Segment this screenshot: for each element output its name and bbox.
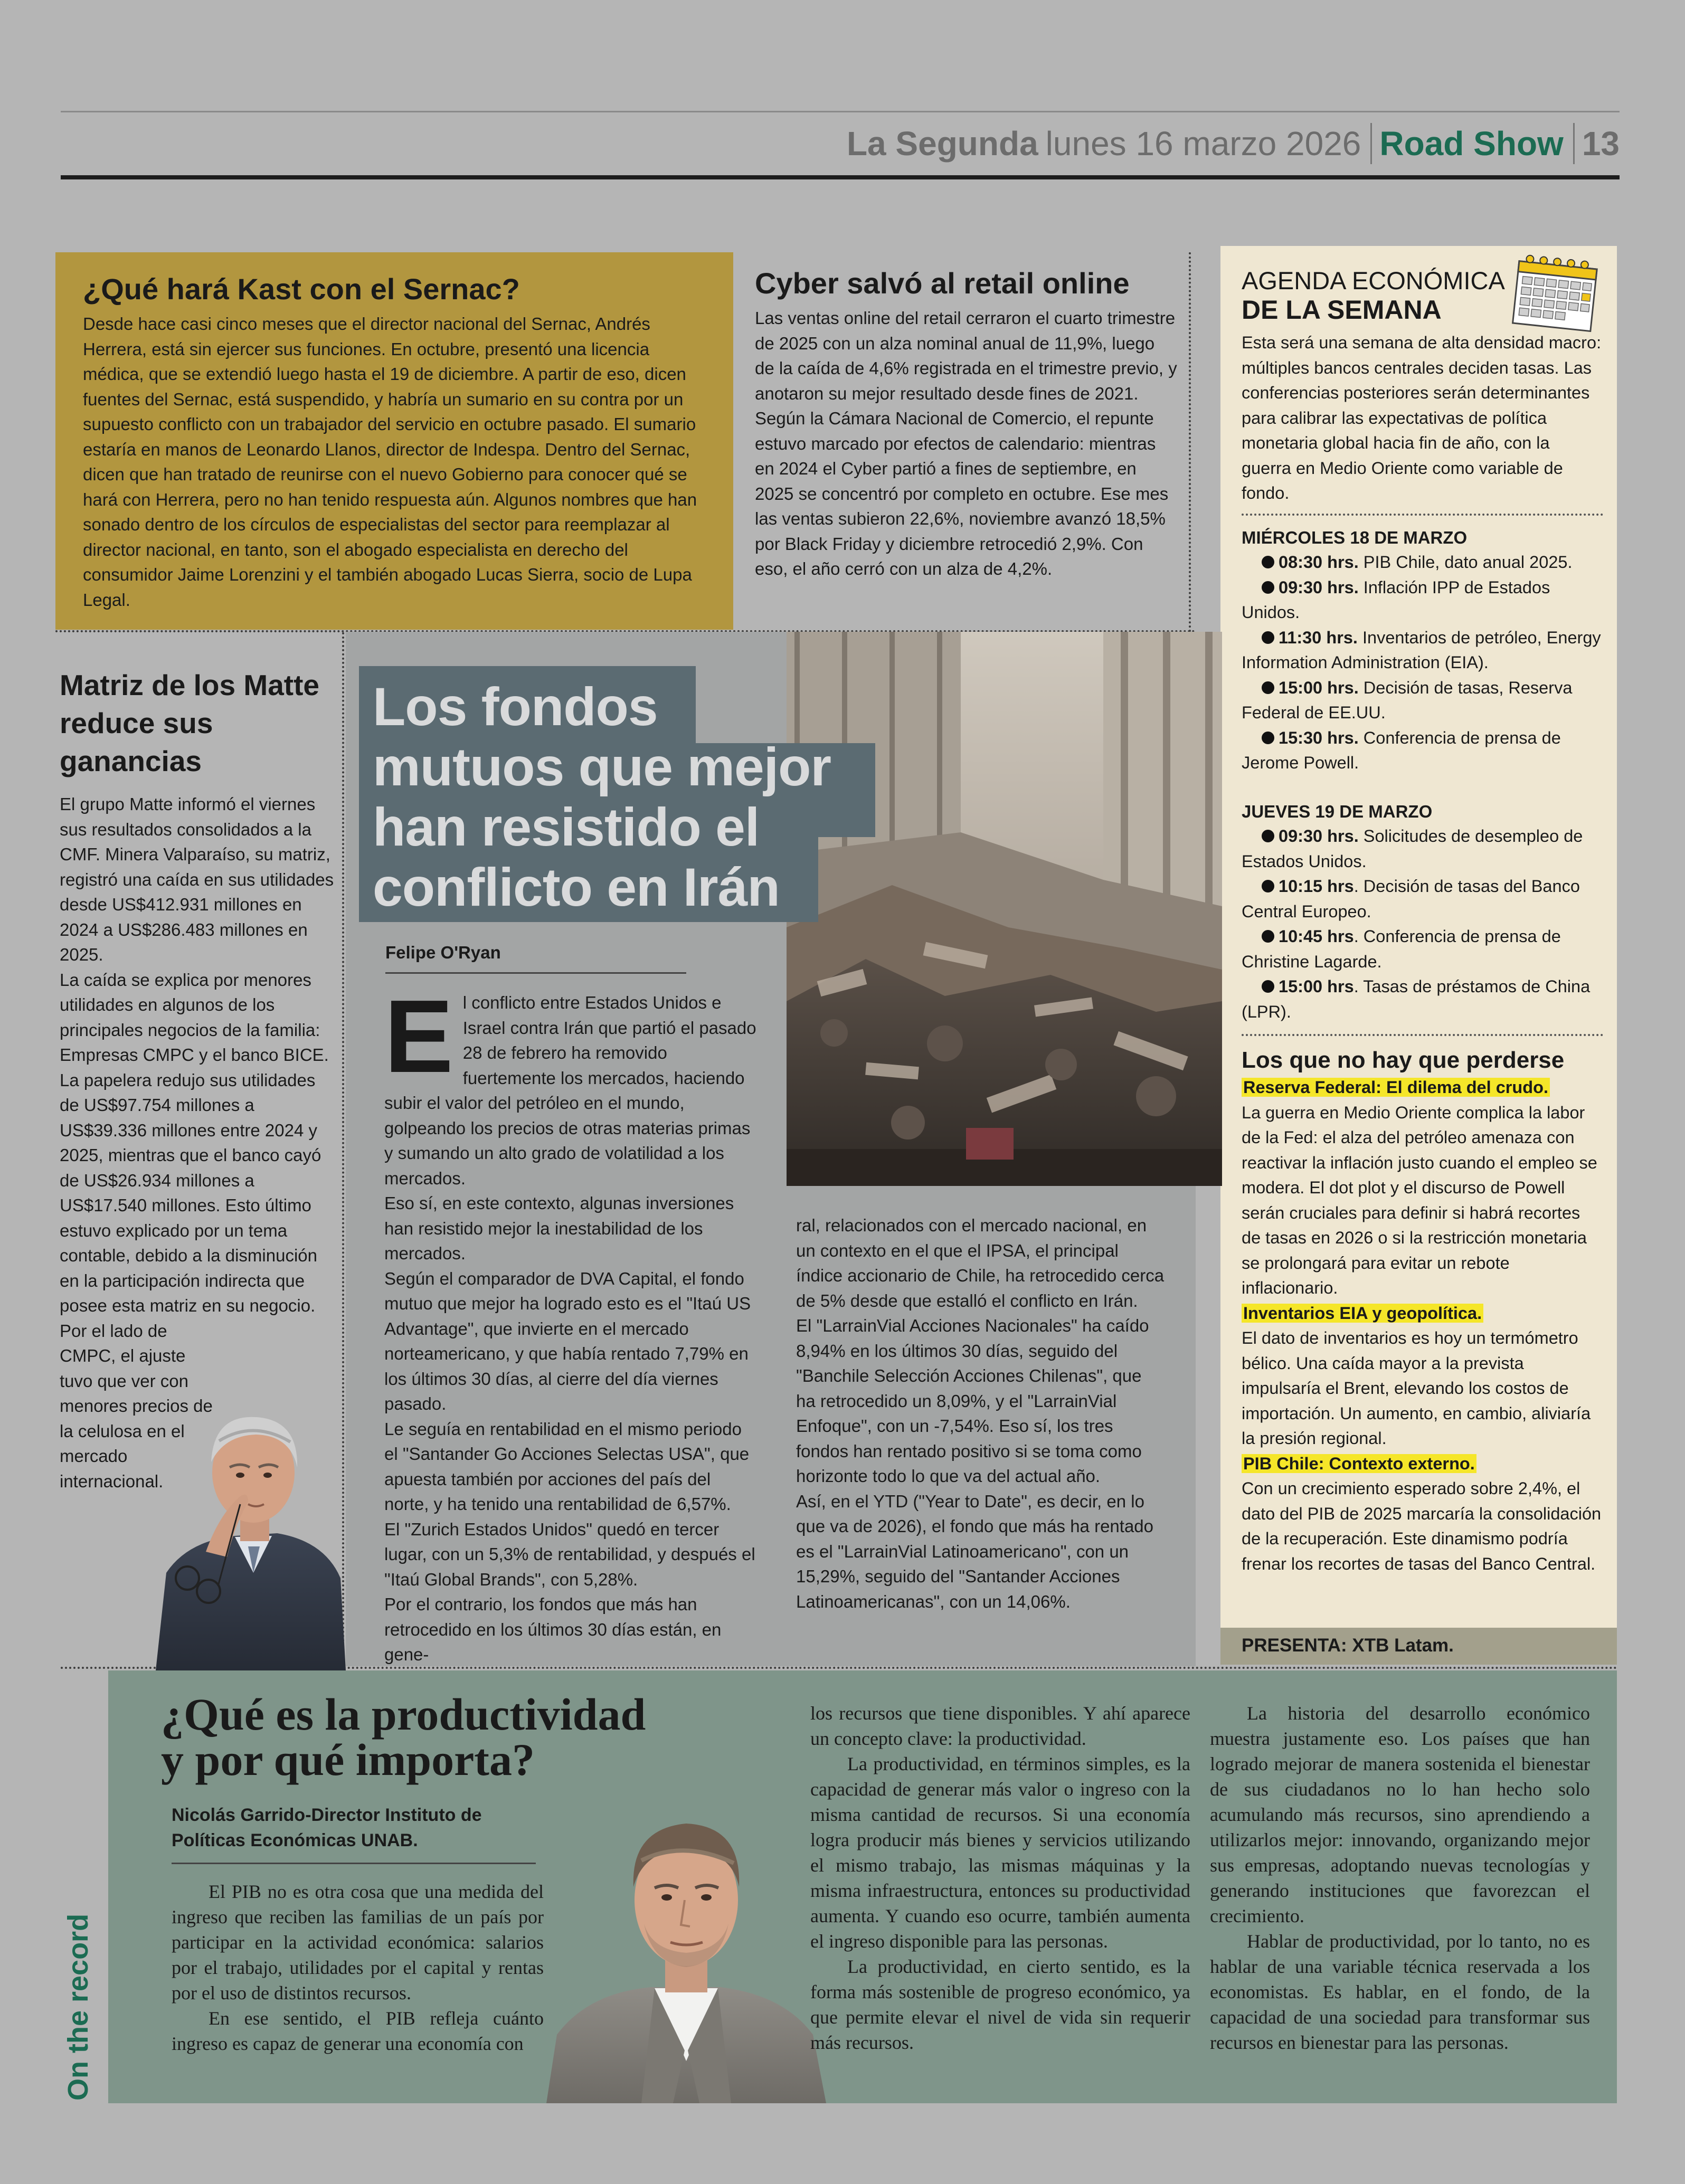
main-column-2 [796, 1213, 1166, 1614]
agenda-time: 10:45 hrs [1279, 927, 1354, 946]
agenda-text: Inventarios de petróleo, Energy Information Administration (EIA). [1242, 628, 1601, 672]
agenda-day-heading: JUEVES 19 DE MARZO [1242, 801, 1433, 821]
main-title-line: conflicto en Irán [373, 857, 780, 917]
bullet-icon [1262, 880, 1274, 892]
agenda-item [1242, 824, 1603, 874]
agenda-text: Decisión de tasas, Reserva Federal de EE.UU. [1242, 678, 1573, 722]
bullet-icon [1262, 830, 1274, 842]
main-paragraph: El "LarrainVial Acciones Nacionales" ha caído 8,94% en los últimos 30 días, seguido del "Banchile Selección Acciones Chilenas", que ha retrocedido un 8,09%, y el "LarrainVial Enfoque", con un -7,54%. Eso sí, los tres fondos han rentado positivo si se toma como horizonte todo lo que va del actual año. [796, 1316, 1149, 1486]
main-paragraph: Eso sí, en este contexto, algunas inversiones han resistido mejor la inestabilidad de los mercados. [384, 1193, 734, 1263]
main-column-1 [384, 979, 759, 1667]
opinion-paragraph: los recursos que tiene disponibles. Y ahí aparece un concepto clave: la productividad. [810, 1703, 1190, 1749]
matte-paragraph: Por el lado de CMPC, el ajuste tuvo que ver con menores precios de la celulosa en el mercado internacional. [60, 1321, 213, 1491]
main-paragraph: ral, relacionados con el mercado nacional, en un contexto en el que el IPSA, el principal índice accionario de Chile, ha retrocedido cerca de 5% desde que estalló el conflicto en Irán. [796, 1216, 1165, 1311]
matte-brief [60, 666, 334, 1494]
agenda-text: Inflación IPP de Estados Unidos. [1242, 577, 1550, 622]
main-title-line: han resistido el [373, 797, 760, 857]
masthead [847, 117, 1620, 170]
agenda-highlights-title: Los que no hay que perderse [1242, 1047, 1565, 1073]
main-paragraph: Así, en el YTD ("Year to Date", es decir, en lo que va de 2026), el fondo que más ha rentado es el "LarrainVial Latinoamericano", con un 15,29%, seguido del "Santander Acciones Latinoamericanas", con un 14,06%. [796, 1491, 1153, 1611]
matte-paragraph: La papelera redujo sus utilidades de US$97.754 millones a US$39.336 millones entre 2024 y 2025, mientras que el banco cayó de US$26.934 millones a US$17.540 millones. Esto último estuvo explicado por un tema contable, debido a la disminución en la participación indirecta que posee esta matriz en su negocio. [60, 1070, 321, 1315]
bullet-icon [1262, 930, 1274, 943]
paper-name: La Segunda [846, 125, 1038, 163]
rubble-photo [787, 632, 1222, 1186]
issue-date: lunes 16 marzo 2026 [1045, 125, 1361, 163]
highlight-eia-body: El dato de inventarios es hoy un termómetro bélico. Una caída mayor a la prevista impulsaría el Brent, elevando los costos de importación. Un aumento, en cambio, aliviaría la presión regional. [1242, 1328, 1591, 1448]
bullet-icon [1262, 581, 1274, 594]
main-paragraph: Según el comparador de DVA Capital, el fondo mutuo que mejor ha logrado esto es el "Itaú US Advantage", que invierte en el mercado norteamericano, y que había rentado 7,79% en los últimos 30 días, al cierre del día viernes pasado. [384, 1268, 751, 1413]
column-divider [1189, 252, 1191, 632]
cyber-brief [755, 267, 1177, 582]
agenda-item [1242, 726, 1603, 776]
agenda-item [1242, 924, 1603, 974]
cyber-body: Las ventas online del retail cerraron el cuarto trimestre de 2025 con un alza nominal anual de 11,9%, luego de la caída de 4,6% registrada en el trimestre previo, y anotaron su mejor resultado desde fines de 2021. Según la Cámara Nacional de Comercio, el repunte estuvo marcado por efectos de calendario: mientras en 2024 el Cyber partió a fines de septiembre, en 2025 se concentró por completo en octubre. Ese mes las ventas subieron 22,6%, noviembre avanzó 18,5% por Black Friday y diciembre retrocedió 2,9%. Con eso, el año cerró con un alza de 4,2%. [755, 308, 1177, 578]
main-title-line: mutuos que mejor [373, 737, 831, 797]
masthead-divider [1573, 123, 1575, 164]
header-top-rule [61, 111, 1620, 112]
agenda-text: . Decisión de tasas del Banco Central Europeo. [1242, 877, 1580, 921]
highlight-eia: Inventarios EIA y geopolítica. [1242, 1304, 1483, 1323]
opinion-title-line: ¿Qué es la productividad [161, 1689, 646, 1740]
matte-title: Matriz de los Matte reduce sus ganancias [60, 669, 320, 777]
highlight-pib-body: Con un crecimiento esperado sobre 2,4%, el dato del PIB de 2025 marcaría la consolidación de la recuperación. Este dinamismo podría frenar los recortes de tasas del Banco Central. [1242, 1479, 1602, 1573]
main-paragraph: Le seguía en rentabilidad en el mismo periodo el "Santander Go Acciones Selectas USA", que apuesta también por acciones del país del norte, y ha tenido una rentabilidad de 6,57%. [384, 1419, 750, 1514]
matte-paragraph: La caída se explica por menores utilidades en algunos de los principales negocios de la familia: Empresas CMPC y el banco BICE. [60, 970, 329, 1065]
agenda-sidebar [1220, 246, 1617, 1628]
agenda-time: 15:00 hrs [1279, 977, 1354, 996]
section-label: On the record [62, 1913, 94, 2101]
agenda-text: . Tasas de préstamos de China (LPR). [1242, 977, 1591, 1021]
opinion-paragraph: La historia del desarrollo económico muestra justamente eso. Los países que han logrado mejorar de manera sostenida el bienestar de sus ciudadanos no lo han hecho solo acumulando más recursos, sino aprendiendo a utilizarlos mejor: innovando, organizando mejor sus empresas, adoptando nuevas tecnologías y generando instituciones que favorezcan el crecimiento. [1210, 1703, 1590, 1926]
matte-paragraph: El grupo Matte informó el viernes sus resultados consolidados a la CMF. Minera Valparaíso, su matriz, registró una caída en sus utilidades desde US$412.931 millones en 2024 a US$286.483 millones en 2025. [60, 794, 334, 964]
highlight-pib: PIB Chile: Contexto externo. [1242, 1454, 1476, 1473]
bullet-icon [1262, 631, 1274, 644]
agenda-item [1242, 550, 1603, 575]
agenda-item [1242, 676, 1603, 726]
agenda-time: 08:30 hrs. [1279, 553, 1359, 572]
section-name: Road Show [1379, 125, 1564, 163]
agenda-item [1242, 625, 1603, 676]
opinion-byline: Nicolás Garrido-Director Instituto de Políticas Económicas UNAB. [172, 1802, 536, 1864]
sernac-body: Desde hace casi cinco meses que el director nacional del Sernac, Andrés Herrera, está sin ejercer sus funciones. En octubre, presentó una licencia médica, que se extendió luego hasta el 19 de diciembre. A partir de eso, dicen fuentes del Sernac, está suspendido, y habría un sumario en su contra por un supuesto conflicto con un trabajador del servicio en octubre pasado. El sumario estaría en manos de Leonardo Llanos, director de Indespa. Dentro del Sernac, dicen que han tratado de reunirse con el nuevo Gobierno para conocer qué se hará con Herrera, pero no han tenido respuesta aún. Algunos nombres que han sonado dentro de los círculos de especialistas del sector para reemplazar al director nacional, en tanto, son el abogado especialista en derecho del consumidor Jaime Lorenzini y el también abogado Lucas Sierra, socio de Lupa Legal. [83, 314, 697, 610]
bullet-icon [1262, 732, 1274, 744]
agenda-time: 10:15 hrs [1279, 877, 1354, 896]
opinion-paragraph: En ese sentido, el PIB refleja cuánto ingreso es capaz de generar una economía con [172, 2008, 544, 2054]
agenda-text: PIB Chile, dato anual 2025. [1363, 553, 1573, 572]
main-paragraph: Por el contrario, los fondos que más han retrocedido en los últimos 30 días están, en gene- [384, 1594, 722, 1664]
author-portrait [546, 1787, 826, 2103]
opinion-column-2 [810, 1701, 1190, 2055]
opinion-title-line: y por qué importa? [161, 1734, 535, 1785]
agenda-text: Solicitudes de desempleo de Estados Unidos. [1242, 827, 1583, 871]
opinion-title [161, 1689, 742, 1785]
drop-cap: E [384, 979, 453, 1094]
agenda-item [1242, 874, 1603, 924]
bullet-icon [1262, 681, 1274, 694]
opinion-column-1 [172, 1879, 544, 2056]
agenda-time: 09:30 hrs. [1279, 577, 1359, 597]
agenda-title-line1: AGENDA ECONÓMICA [1242, 267, 1505, 295]
agenda-item [1242, 575, 1603, 625]
agenda-text: . Conferencia de prensa de Christine Lagarde. [1242, 927, 1561, 971]
agenda-time: 11:30 hrs. [1279, 628, 1358, 647]
agenda-time: 15:30 hrs. [1279, 728, 1359, 747]
opinion-paragraph: La productividad, en términos simples, es la capacidad de generar más valor o ingreso con la misma cantidad de recursos. Si una economía logra producir más bienes y servicios utilizando el mismo trabajo, las mismas máquinas y la misma infraestructura, entonces su productividad aumenta. Y cuando eso ocurre, también aumenta el ingreso disponible para las personas. [810, 1753, 1190, 1952]
sernac-brief [55, 252, 733, 630]
agenda-divider [1242, 514, 1603, 516]
agenda-text: Conferencia de prensa de Jerome Powell. [1242, 728, 1561, 772]
opinion-paragraph: Hablar de productividad, por lo tanto, no es hablar de una variable técnica reservada a los economistas. Es hablar, en el fondo, de la capacidad de una sociedad para transformar sus recursos en bienestar para las personas. [1210, 1931, 1590, 2053]
masthead-divider [1370, 123, 1372, 164]
opinion-paragraph: El PIB no es otra cosa que una medida del ingreso que reciben las familias de un país por participar en la actividad económica: salarios por el trabajo, utilidades por el capital y rentas por el uso de distintos recursos. [172, 1881, 544, 2003]
agenda-item [1242, 974, 1603, 1024]
highlight-fed: Reserva Federal: El dilema del crudo. [1242, 1078, 1550, 1097]
agenda-intro: Esta será una semana de alta densidad macro: múltiples bancos centrales deciden tasas. Las conferencias posteriores serán determinantes para calibrar las expectativas de política monetaria global hacia fin de año, con la guerra en Medio Oriente como variable de fondo. [1242, 333, 1602, 502]
opinion-column-3 [1210, 1701, 1590, 2055]
sernac-title: ¿Qué hará Kast con el Sernac? [83, 272, 520, 306]
agenda-divider [1242, 1034, 1603, 1036]
bullet-icon [1262, 980, 1274, 993]
agenda-time: 09:30 hrs. [1279, 827, 1359, 846]
main-title [373, 677, 831, 917]
agenda-time: 15:00 hrs. [1279, 678, 1359, 697]
main-byline: Felipe O'Ryan [385, 939, 686, 974]
cyber-title: Cyber salvó al retail online [755, 267, 1130, 300]
agenda-day-heading: MIÉRCOLES 18 DE MARZO [1242, 527, 1468, 547]
opinion-paragraph: La productividad, en cierto sentido, es la forma más sostenible de progreso económico, ya que permite elevar el nivel de vida sin requerir más recursos. [810, 1956, 1190, 2053]
highlight-fed-body: La guerra en Medio Oriente complica la labor de la Fed: el alza del petróleo amenaza con reactivar la inflación justo cuando el empleo se modera. El dot plot y el discurso de Powell serán cruciales para definir si habrá recortes de tasas en 2026 o si la restricción monetaria se prolongará para evitar un rebote inflacionario. [1242, 1103, 1597, 1297]
page-number: 13 [1582, 125, 1620, 163]
main-paragraph: l conflicto entre Estados Unidos e Israel contra Irán que partió el pasado 28 de febrero ha removido fuertemente los mercados, haciendo subir el valor del petróleo en el mundo, golpeando los precios de otras materias primas y sumando un alto grado de volatilidad a los mercados. [384, 993, 756, 1188]
agenda-sponsor: PRESENTA: XTB Latam. [1220, 1628, 1617, 1665]
header-bottom-rule [61, 175, 1620, 179]
calendar-icon [1510, 253, 1599, 333]
main-title-line: Los fondos [373, 677, 658, 737]
agenda-title-line2: DE LA SEMANA [1242, 295, 1442, 325]
main-paragraph: El "Zurich Estados Unidos" quedó en tercer lugar, con un 5,3% de rentabilidad, y después el "Itaú Global Brands", con 5,28%. [384, 1519, 755, 1589]
bullet-icon [1262, 556, 1274, 568]
executive-portrait [156, 1383, 346, 1670]
